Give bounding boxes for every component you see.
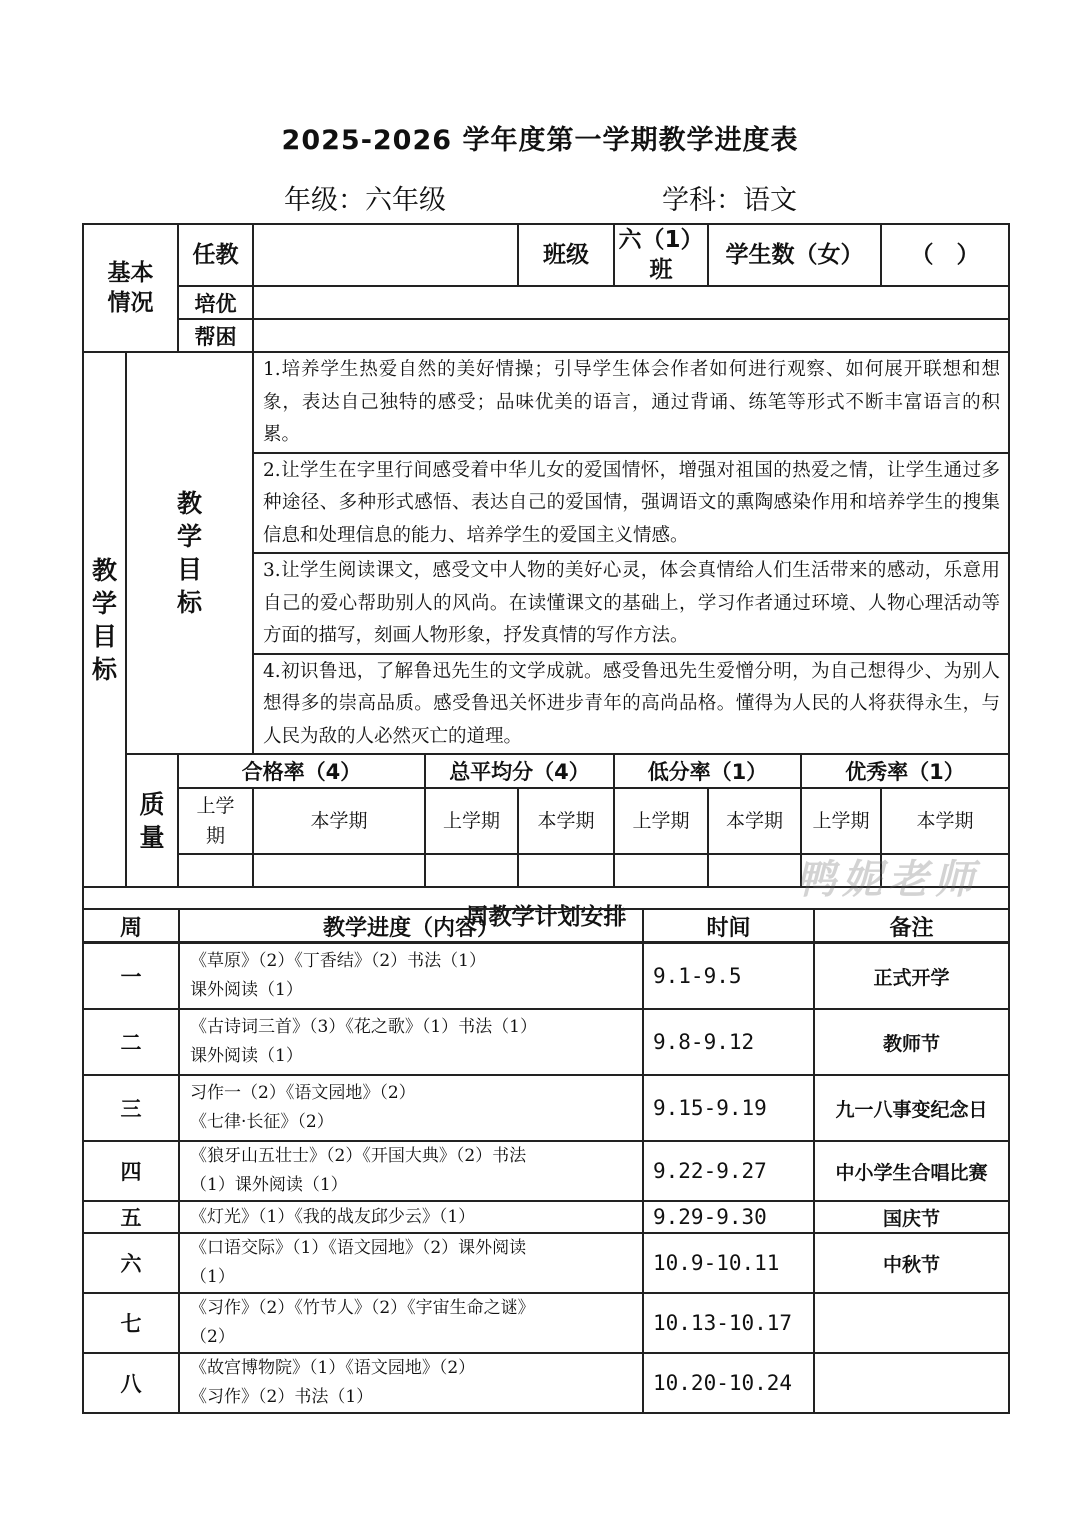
goal-item-3: 3.让学生阅读课文，感受文中人物的美好心灵，体会真情给人们生活带来的感动，乐意用自己的爱心帮助别人的风尚。在读懂课文的基础上，学习作者通过环境、人物心理活动等方面的描写，刻画人物形象，抒发真情的写作方法。 [253,553,1009,654]
quality-cell [425,854,518,887]
pass-last-term: 上学期 [178,788,253,854]
class-label: 班级 [518,224,614,286]
note-cell: 九一八事变纪念日 [814,1075,1009,1141]
watermark: 鸭妮老师 [796,856,980,903]
table-row [83,943,1009,1009]
week-cell: 一 [83,943,179,1009]
basic-info-table [82,223,1010,943]
week-cell: 八 [83,1353,179,1413]
content-cell: 《口语交际》（1）《语文园地》（2）课外阅读 （1） [179,1233,643,1293]
content-cell: 《古诗词三首》（3）《花之歌》（1）书法（1） 课外阅读（1） [179,1009,643,1075]
time-cell: 9.8-9.12 [643,1009,814,1075]
table-row [83,1233,1009,1293]
note-cell: 中小学生合唱比赛 [814,1141,1009,1201]
time-cell: 10.13-10.17 [643,1293,814,1353]
note-cell [814,1293,1009,1353]
quality-label: 质量 [126,754,178,887]
col-time-header: 时间 [643,909,814,943]
table-row [83,1293,1009,1353]
quality-header-excellent-rate: 优秀率（1） [801,754,1009,788]
week-cell: 二 [83,1009,179,1075]
bangkun-label: 帮困 [178,319,253,352]
average-last-term: 上学期 [425,788,518,854]
excellent-last-term: 上学期 [801,788,881,854]
quality-cell [178,854,253,887]
week-cell: 三 [83,1075,179,1141]
week-cell: 四 [83,1141,179,1201]
time-cell: 10.20-10.24 [643,1353,814,1413]
week-cell: 六 [83,1233,179,1293]
subject-label: 学科：语文 [662,185,797,216]
goals-inner-label: 教学目标 [126,352,253,754]
note-cell: 教师节 [814,1009,1009,1075]
week-cell: 五 [83,1201,179,1233]
document-title: 2025-2026 学年度第一学期教学进度表 [281,125,799,156]
quality-header-low-rate: 低分率（1） [614,754,801,788]
weekly-plan-table [82,908,1010,1414]
table-row [83,1141,1009,1201]
content-cell: 《习作》（2）《竹节人》（2）《宇宙生命之谜》 （2） [179,1293,643,1353]
col-week-header: 周 [83,909,179,943]
time-cell: 9.15-9.19 [643,1075,814,1141]
goal-item-2: 2.让学生在字里行间感受着中华儿女的爱国情怀，增强对祖国的热爱之情，让学生通过多种途径、多种形式感悟、表达自己的爱国情，强调语文的熏陶感染作用和培养学生的搜集信息和处理信息的能力、培养学生的爱国主义情感。 [253,453,1009,554]
basic-section-label: 基本情况 [83,224,178,352]
note-cell: 中秋节 [814,1233,1009,1293]
quality-header-average: 总平均分（4） [425,754,614,788]
content-cell: 习作一（2）《语文园地》（2） 《七律·长征》（2） [179,1075,643,1141]
note-cell: 国庆节 [814,1201,1009,1233]
class-value: 六（1）班 [614,224,708,286]
peiyou-label: 培优 [178,286,253,319]
grade-label: 年级：六年级 [284,185,446,216]
note-cell: 正式开学 [814,943,1009,1009]
time-cell: 9.29-9.30 [643,1201,814,1233]
quality-cell [253,854,425,887]
quality-header-pass-rate: 合格率（4） [178,754,425,788]
low-this-term: 本学期 [708,788,801,854]
table-row [83,1353,1009,1413]
students-value: （ ） [881,224,1009,286]
excellent-this-term: 本学期 [881,788,1009,854]
weekly-section-title: 周教学计划安排 [83,887,1009,942]
week-cell: 七 [83,1293,179,1353]
quality-cell [518,854,614,887]
goals-outer-label: 教学目标 [83,352,126,887]
col-note-header: 备注 [814,909,1009,943]
low-last-term: 上学期 [614,788,708,854]
teacher-label: 任教 [178,224,253,286]
time-cell: 10.9-10.11 [643,1233,814,1293]
students-label: 学生数（女） [708,224,881,286]
table-row [83,1009,1009,1075]
pass-this-term: 本学期 [253,788,425,854]
table-row [83,1201,1009,1233]
peiyou-value [253,286,1009,319]
content-cell: 《故宫博物院》（1）《语文园地》（2） 《习作》（2）书法（1） [179,1353,643,1413]
content-cell: 《狼牙山五壮士》（2）《开国大典》（2）书法 （1）课外阅读（1） [179,1141,643,1201]
note-cell [814,1353,1009,1413]
table-row [83,1075,1009,1141]
average-this-term: 本学期 [518,788,614,854]
goal-item-1: 1.培养学生热爱自然的美好情操；引导学生体会作者如何进行观察、如何展开联想和想象，表达自己独特的感受；品味优美的语言，通过背诵、练笔等形式不断丰富语言的积累。 [253,352,1009,453]
goal-item-4: 4.初识鲁迅，了解鲁迅先生的文学成就。感受鲁迅先生爱憎分明，为自己想得少、为别人想得多的崇高品质。感受鲁迅关怀进步青年的高尚品格。懂得为人民的人将获得永生，与人民为敌的人必然灭亡的道理。 [253,654,1009,755]
col-content-header: 教学进度（内容） [179,909,643,943]
time-cell: 9.1-9.5 [643,943,814,1009]
time-cell: 9.22-9.27 [643,1141,814,1201]
quality-cell [708,854,801,887]
quality-cell [614,854,708,887]
teacher-value [253,224,518,286]
content-cell: 《灯光》（1）《我的战友邱少云》（1） [179,1201,643,1233]
bangkun-value [253,319,1009,352]
content-cell: 《草原》（2）《丁香结》（2）书法（1） 课外阅读（1） [179,943,643,1009]
